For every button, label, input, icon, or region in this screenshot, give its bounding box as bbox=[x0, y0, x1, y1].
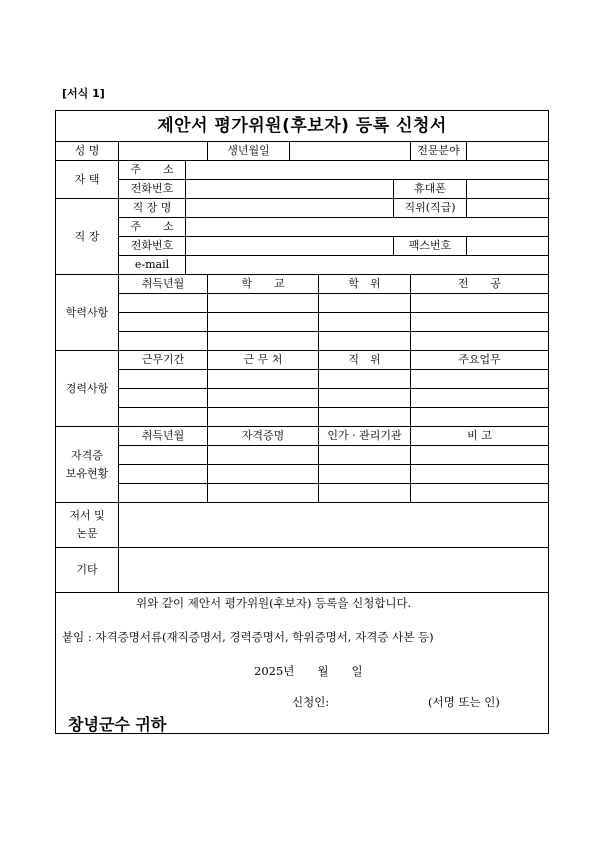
license-row bbox=[56, 446, 549, 465]
license-cell[interactable] bbox=[411, 465, 549, 484]
addressee: 창녕군수 귀하 bbox=[68, 715, 167, 734]
publications-label bbox=[56, 503, 119, 548]
license-row bbox=[56, 465, 549, 484]
career-cell[interactable] bbox=[119, 370, 208, 389]
education-cell[interactable] bbox=[119, 294, 208, 313]
career-header: 근 무 처 bbox=[208, 351, 319, 370]
license-label-line1: 자격증 bbox=[71, 448, 103, 462]
education-section-label: 학력사항 bbox=[56, 275, 119, 351]
specialty-label: 전문분야 bbox=[411, 142, 467, 161]
education-cell[interactable] bbox=[208, 294, 319, 313]
publications-label-line1: 저서 및 bbox=[69, 509, 105, 522]
education-cell[interactable] bbox=[119, 332, 208, 351]
work-phone-field[interactable] bbox=[186, 237, 394, 256]
career-row bbox=[56, 389, 549, 408]
career-cell[interactable] bbox=[411, 370, 549, 389]
name-label: 성 명 bbox=[56, 142, 119, 161]
education-cell[interactable] bbox=[319, 332, 411, 351]
license-label-line2: 보유현황 bbox=[65, 466, 109, 480]
position-field[interactable] bbox=[467, 199, 549, 218]
form-title: 제안서 평가위원(후보자) 등록 신청서 bbox=[56, 111, 549, 142]
education-header: 학 교 bbox=[208, 275, 319, 294]
education-cell[interactable] bbox=[411, 313, 549, 332]
license-section-label bbox=[56, 427, 119, 503]
work-address-field[interactable] bbox=[186, 218, 549, 237]
career-section-label: 경력사항 bbox=[56, 351, 119, 427]
education-header: 취득년월 bbox=[119, 275, 208, 294]
career-header: 직 위 bbox=[319, 351, 411, 370]
license-cell[interactable] bbox=[208, 446, 319, 465]
mobile-field[interactable] bbox=[467, 180, 549, 199]
education-cell[interactable] bbox=[319, 294, 411, 313]
home-section-label: 자 택 bbox=[56, 161, 119, 199]
etc-label: 기타 bbox=[56, 548, 119, 593]
license-row bbox=[56, 484, 549, 503]
education-row bbox=[56, 313, 549, 332]
education-row bbox=[56, 332, 549, 351]
etc-field[interactable] bbox=[119, 548, 549, 593]
career-row bbox=[56, 370, 549, 389]
license-cell[interactable] bbox=[319, 465, 411, 484]
education-cell[interactable] bbox=[208, 332, 319, 351]
declaration-statement: 위와 같이 제안서 평가위원(후보자) 등록을 신청합니다. bbox=[136, 596, 412, 610]
license-header: 인가 · 관리기관 bbox=[319, 427, 411, 446]
license-header: 자격증명 bbox=[208, 427, 319, 446]
education-row bbox=[56, 294, 549, 313]
work-address-label: 주 소 bbox=[119, 218, 186, 237]
home-phone-field[interactable] bbox=[186, 180, 394, 199]
education-cell[interactable] bbox=[411, 294, 549, 313]
applicant-label: 신청인: bbox=[292, 695, 330, 709]
education-cell[interactable] bbox=[119, 313, 208, 332]
career-cell[interactable] bbox=[208, 389, 319, 408]
company-name-field[interactable] bbox=[186, 199, 394, 218]
mobile-label: 휴대폰 bbox=[394, 180, 467, 199]
career-cell[interactable] bbox=[119, 408, 208, 427]
education-cell[interactable] bbox=[208, 313, 319, 332]
career-cell[interactable] bbox=[319, 389, 411, 408]
company-name-label: 직 장 명 bbox=[119, 199, 186, 218]
career-cell[interactable] bbox=[208, 408, 319, 427]
license-cell[interactable] bbox=[411, 484, 549, 503]
license-cell[interactable] bbox=[119, 484, 208, 503]
license-cell[interactable] bbox=[411, 446, 549, 465]
form-number-label: [서식 1] bbox=[62, 87, 105, 100]
license-cell[interactable] bbox=[319, 446, 411, 465]
license-cell[interactable] bbox=[319, 484, 411, 503]
email-field[interactable] bbox=[186, 256, 549, 275]
career-cell[interactable] bbox=[319, 370, 411, 389]
attachment-note: 붙임 : 자격증명서류(재직증명서, 경력증명서, 학위증명서, 자격증 사본 등) bbox=[62, 630, 434, 644]
career-header: 주요업무 bbox=[411, 351, 549, 370]
career-cell[interactable] bbox=[411, 408, 549, 427]
license-cell[interactable] bbox=[119, 465, 208, 484]
home-address-label: 주 소 bbox=[119, 161, 186, 180]
home-address-field[interactable] bbox=[186, 161, 549, 180]
education-cell[interactable] bbox=[411, 332, 549, 351]
email-label: e-mail bbox=[119, 256, 186, 275]
license-header: 비 고 bbox=[411, 427, 549, 446]
application-form-table bbox=[55, 110, 549, 734]
career-header: 근무기간 bbox=[119, 351, 208, 370]
fax-field[interactable] bbox=[467, 237, 549, 256]
career-cell[interactable] bbox=[208, 370, 319, 389]
work-phone-label: 전화번호 bbox=[119, 237, 186, 256]
name-field[interactable] bbox=[119, 142, 208, 161]
career-cell[interactable] bbox=[119, 389, 208, 408]
work-section-label: 직 장 bbox=[56, 199, 119, 275]
publications-field[interactable] bbox=[119, 503, 549, 548]
career-row bbox=[56, 408, 549, 427]
publications-label-line2: 논문 bbox=[76, 527, 98, 540]
fax-label: 팩스번호 bbox=[394, 237, 467, 256]
specialty-field[interactable] bbox=[467, 142, 549, 161]
career-cell[interactable] bbox=[411, 389, 549, 408]
license-cell[interactable] bbox=[119, 446, 208, 465]
signature-note: (서명 또는 인) bbox=[428, 695, 500, 709]
position-label: 직위(직급) bbox=[394, 199, 467, 218]
education-header: 전 공 bbox=[411, 275, 549, 294]
license-header: 취득년월 bbox=[119, 427, 208, 446]
application-date: 2025년 월 일 bbox=[254, 664, 363, 678]
education-cell[interactable] bbox=[319, 313, 411, 332]
career-cell[interactable] bbox=[319, 408, 411, 427]
declaration-area bbox=[56, 593, 549, 734]
license-cell[interactable] bbox=[208, 484, 319, 503]
birth-date-field[interactable] bbox=[290, 142, 411, 161]
education-header: 학 위 bbox=[319, 275, 411, 294]
license-cell[interactable] bbox=[208, 465, 319, 484]
birth-date-label: 생년월일 bbox=[208, 142, 290, 161]
home-phone-label: 전화번호 bbox=[119, 180, 186, 199]
